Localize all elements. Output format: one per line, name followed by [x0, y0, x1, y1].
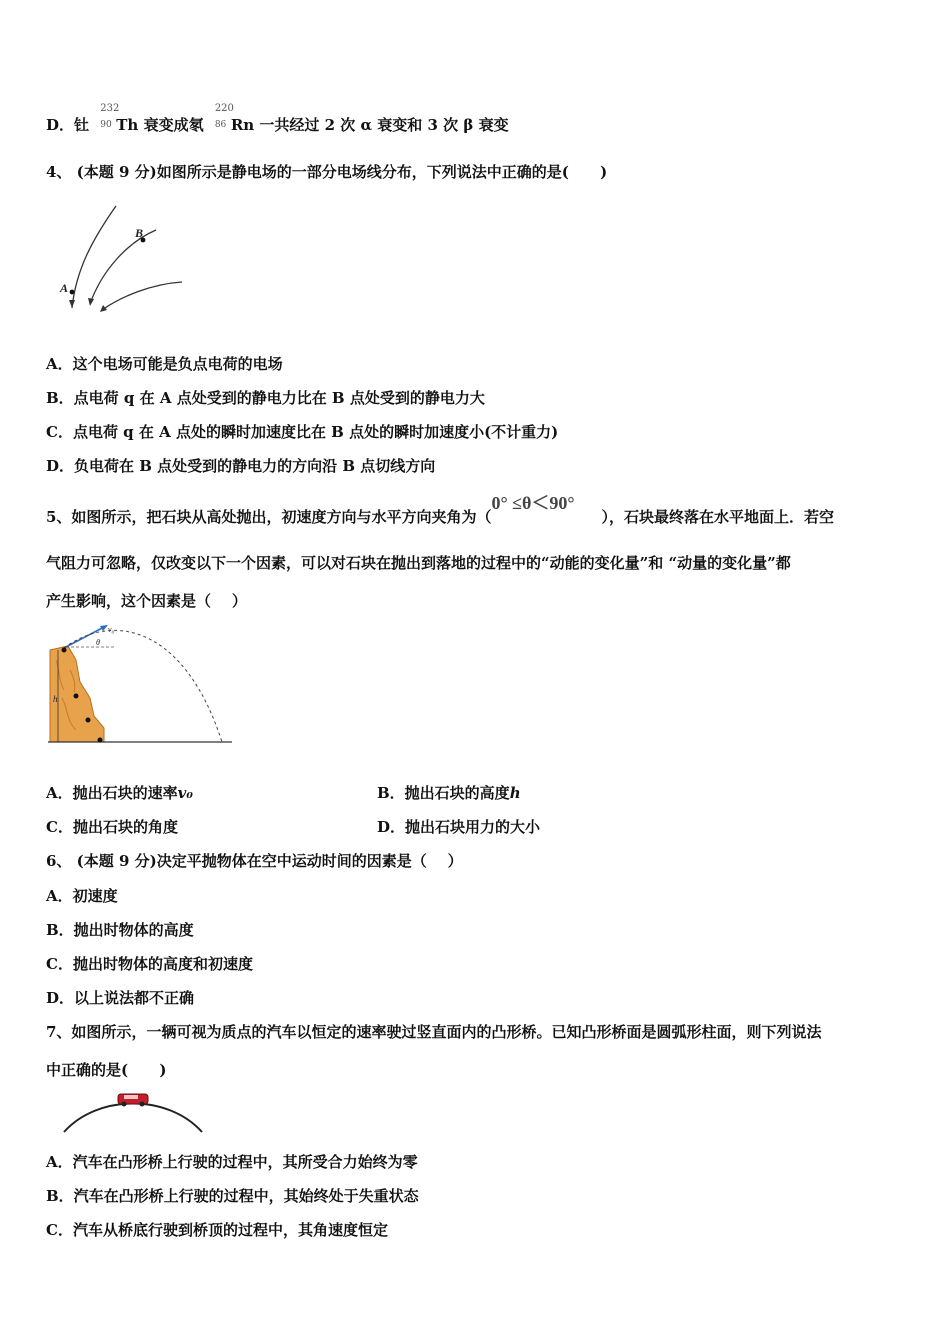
- q7-stem-line1: 7、如图所示，一辆可视为质点的汽车以恒定的速率驶过竖直面内的凸形桥。已知凸形桥面是圆弧形柱面，则下列说法: [46, 1023, 822, 1041]
- q5-option-c: C．抛出石块的角度: [46, 818, 178, 836]
- q7-option-c: C．汽车从桥底行驶到桥顶的过程中，其角速度恒定: [46, 1221, 388, 1239]
- q6-stem: 6、 (本题 9 分)决定平抛物体在空中运动时间的因素是（ ）: [46, 852, 463, 870]
- q5-option-b: B．抛出石块的高度h: [377, 784, 521, 802]
- h-variable: h: [509, 784, 521, 802]
- q5-option-d: D．抛出石块用力的大小: [377, 818, 541, 836]
- q6-option-d: D．以上说法都不正确: [46, 989, 195, 1007]
- v0-variable: v₀: [177, 784, 193, 802]
- rn-symbol: Rn: [230, 116, 255, 134]
- th-atomic-number: 90: [100, 120, 112, 130]
- rn-mass-number: 220: [214, 103, 234, 114]
- q6-option-a: A．初速度: [46, 887, 118, 905]
- projectile-cliff-figure: [46, 620, 236, 748]
- q4-option-b: B．点电荷 q 在 A 点处受到的静电力比在 B 点处受到的静电力大: [46, 389, 485, 407]
- q3-option-d-suffix: 一共经过 2 次 α 衰变和 3 次 β 衰变: [259, 116, 509, 134]
- label-a: A: [60, 281, 69, 295]
- q4-option-a: A．这个电场可能是负点电荷的电场: [46, 355, 283, 373]
- q5-option-a: A．抛出石块的速率v₀: [46, 784, 193, 802]
- q4-stem: 4、 (本题 9 分)如图所示是静电场的一部分电场线分布，下列说法中正确的是( ): [46, 163, 608, 181]
- th-symbol: Th: [116, 116, 139, 134]
- label-b: B: [135, 226, 144, 240]
- radon-nuclide: [209, 103, 234, 135]
- electric-field-lines-figure: [52, 200, 192, 320]
- v0-label: v₀: [108, 625, 115, 634]
- q4-option-d: D．负电荷在 B 点处受到的静电力的方向沿 B 点切线方向: [46, 457, 436, 475]
- angle-range-formula: 0° ≤θ＜90°: [491, 493, 575, 513]
- thorium-nuclide: [94, 103, 120, 135]
- q5-stem-b: ），石块最终落在水平地面上．若空: [601, 508, 834, 526]
- q5-stem-a: 5、如图所示，把石块从高处抛出，初速度方向与水平方向夹角为（: [46, 508, 492, 526]
- q6-option-c: C．抛出时物体的高度和初速度: [46, 955, 253, 973]
- q7-stem-line2: 中正确的是( ): [46, 1061, 167, 1079]
- q3-option-d: [46, 103, 509, 135]
- convex-bridge-figure: [58, 1086, 208, 1136]
- q3-option-d-mid: 衰变成氡: [143, 116, 204, 134]
- q5-stem-line3: 产生影响，这个因素是（ ）: [46, 592, 247, 610]
- q3-option-d-prefix: D．钍: [46, 116, 90, 134]
- q4-option-c: C．点电荷 q 在 A 点处的瞬时加速度比在 B 点处的瞬时加速度小(不计重力): [46, 423, 559, 441]
- height-label: h: [53, 694, 58, 704]
- th-mass-number: 232: [100, 103, 120, 114]
- theta-label: θ: [96, 638, 100, 647]
- q6-option-b: B．抛出时物体的高度: [46, 921, 194, 939]
- q7-option-a: A．汽车在凸形桥上行驶的过程中，其所受合力始终为零: [46, 1153, 418, 1171]
- q5-stem-line1: [46, 493, 834, 533]
- q5-stem-line2: 气阻力可忽略，仅改变以下一个因素，可以对石块在抛出到落地的过程中的“动能的变化量”和 “动量的变化量”都: [46, 554, 791, 572]
- rn-atomic-number: 86: [214, 120, 227, 130]
- q7-option-b: B．汽车在凸形桥上行驶的过程中，其始终处于失重状态: [46, 1187, 419, 1205]
